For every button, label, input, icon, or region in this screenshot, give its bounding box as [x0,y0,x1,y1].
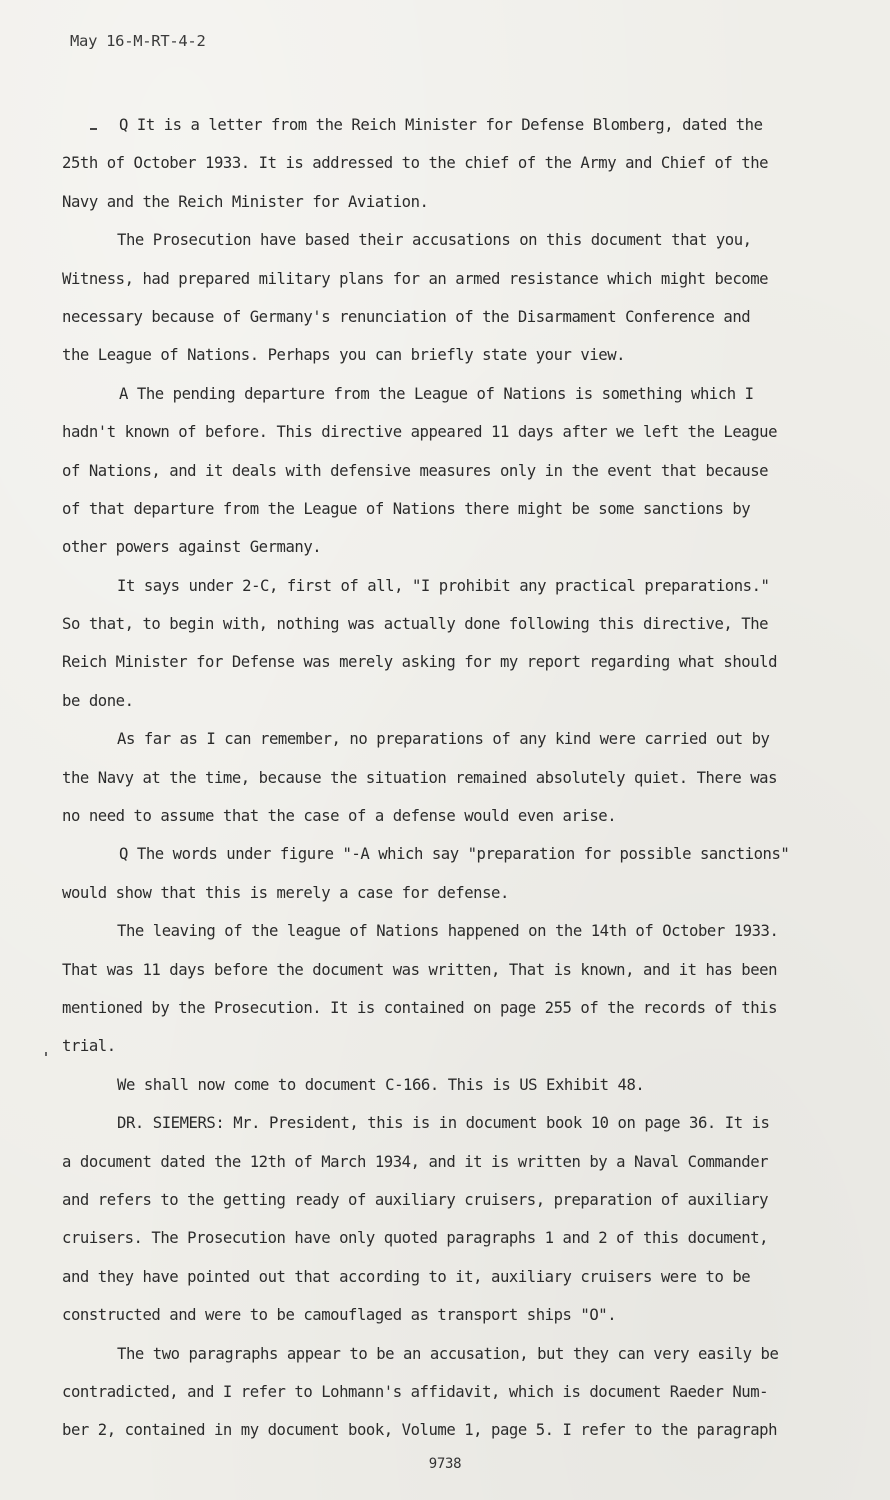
text-line: cruisers. The Prosecution have only quoted paragraphs 1 and 2 of this document, [62,1229,769,1248]
text-line: Q The words under figure "-A which say "preparation for possible sanctions" [119,845,790,864]
text-line: It says under 2-C, first of all, "I prohibit any practical preparations." [117,576,770,595]
transcript-body [62,106,852,1450]
text-line: We shall now come to document C-166. This is US Exhibit 48. [117,1075,645,1094]
text-line: 25th of October 1933. It is addressed to the chief of the Army and Chief of the [62,154,769,173]
text-line: That was 11 days before the document was written, That is known, and it has been [62,960,778,979]
text-line: and they have pointed out that according to it, auxiliary cruisers were to be [62,1267,751,1286]
text-line: a document dated the 12th of March 1934, and it is written by a Naval Commander [62,1152,769,1171]
text-line: So that, to begin with, nothing was actually done following this directive, The [62,615,769,634]
margin-mark [45,1052,47,1056]
text-line: other powers against Germany. [62,538,322,557]
text-line: ber 2, contained in my document book, Volume 1, page 5. I refer to the paragraph [62,1421,778,1440]
text-line: the Navy at the time, because the situation remained absolutely quiet. There was [62,768,778,787]
text-line: and refers to the getting ready of auxiliary cruisers, preparation of auxiliary [62,1190,769,1209]
text-line: The Prosecution have based their accusations on this document that you, [117,231,752,250]
text-line: Witness, had prepared military plans for an armed resistance which might become [62,269,769,288]
text-line: no need to assume that the case of a defense would even arise. [62,807,617,826]
text-line: The leaving of the league of Nations happened on the 14th of October 1933. [117,922,779,941]
text-line: contradicted, and I refer to Lohmann's affidavit, which is document Raeder Num- [62,1382,769,1401]
text-line: Navy and the Reich Minister for Aviation. [62,192,429,211]
text-line: mentioned by the Prosecution. It is contained on page 255 of the records of this [62,998,778,1017]
page-number: 9738 [428,1456,462,1472]
text-line: of Nations, and it deals with defensive measures only in the event that because [62,461,769,480]
page-header: May 16-M-RT-4-2 [70,32,206,50]
text-line: would show that this is merely a case for defense. [62,883,509,902]
text-line: constructed and were to be camouflaged as transport ships "O". [62,1306,617,1325]
text-line: A The pending departure from the League of Nations is something which I [119,384,754,403]
text-line: of that departure from the League of Nations there might be some sanctions by [62,499,751,518]
text-line: Reich Minister for Defense was merely asking for my report regarding what should [62,653,778,672]
text-line: hadn't known of before. This directive appeared 11 days after we left the League [62,423,778,442]
text-line: As far as I can remember, no preparations of any kind were carried out by [117,730,770,749]
text-line: Q It is a letter from the Reich Minister for Defense Blomberg, dated the [119,116,763,134]
text-line: necessary because of Germany's renunciation of the Disarmament Conference and [62,307,751,326]
text-line: trial. [62,1037,116,1056]
text-line: The two paragraphs appear to be an accusation, but they can very easily be [117,1344,779,1363]
text-line: DR. SIEMERS: Mr. President, this is in document book 10 on page 36. It is [117,1114,770,1133]
text-line: be done. [62,691,134,710]
text-line: the League of Nations. Perhaps you can briefly state your view. [62,346,626,365]
